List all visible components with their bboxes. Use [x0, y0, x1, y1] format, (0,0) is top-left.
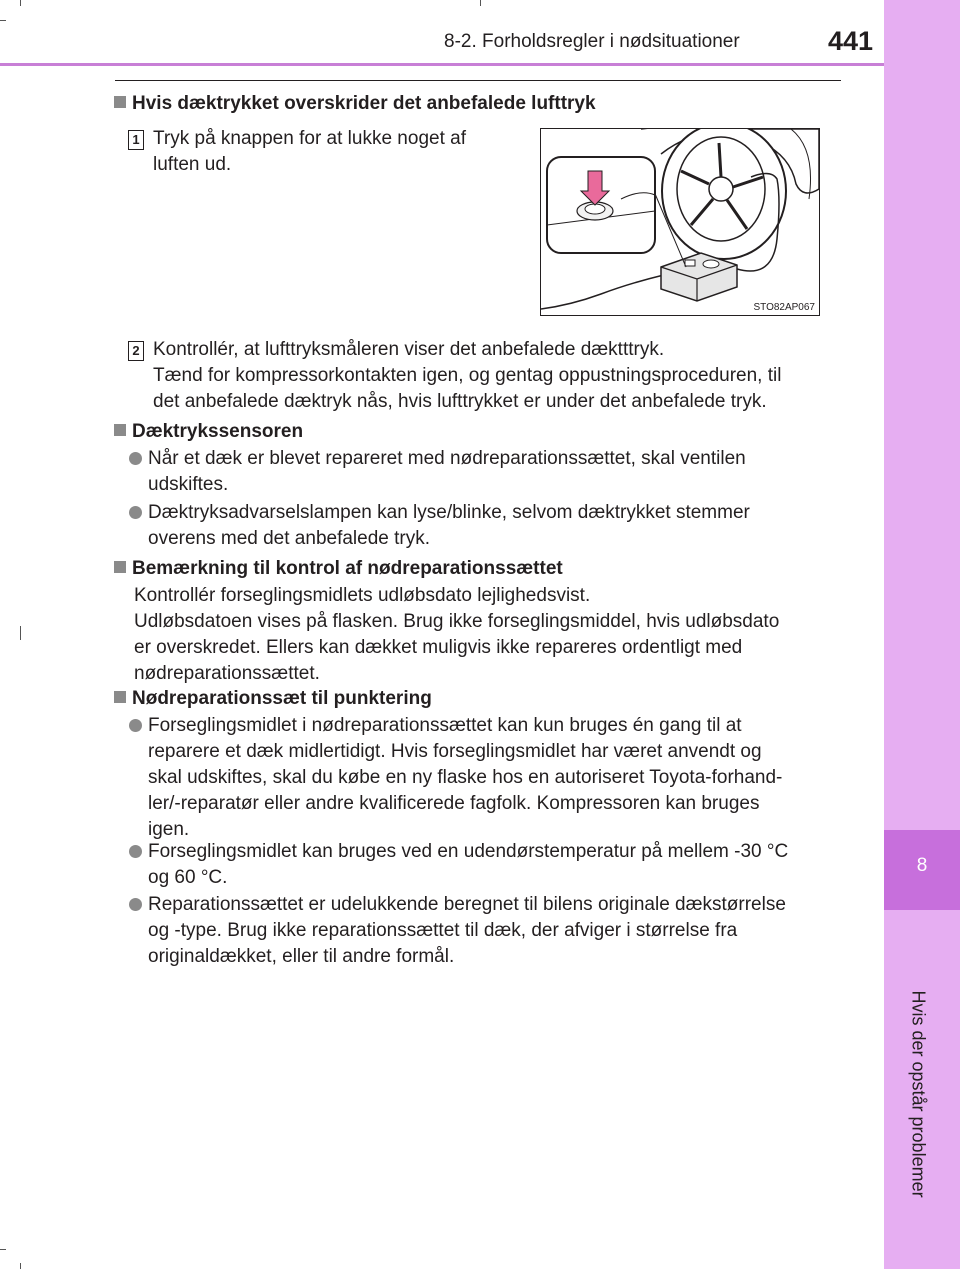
round-bullet-icon	[129, 898, 142, 911]
bullet-text-line: skal udskiftes, skal du købe en ny flaske hos en autoriseret Toyota-forhand-	[148, 767, 783, 788]
section-heading-pressure-sensor	[114, 421, 303, 443]
heading-text: Dæktrykssensoren	[132, 421, 304, 442]
figure-code: STO82AP067	[753, 302, 815, 313]
step-1-text-line: luften ud.	[153, 154, 232, 175]
step-number-2: 2	[128, 341, 144, 361]
section-title: 8-2. Forholdsregler i nødsituationer	[444, 31, 740, 52]
paragraph-text-line: nødreparationssættet.	[134, 663, 320, 684]
tire-compressor-image	[541, 129, 819, 315]
heading-text: Bemærkning til kontrol af nødreparationssættet	[132, 558, 563, 579]
bullet-text-line: og 60 °C.	[148, 867, 228, 888]
step-2-text-line: Tænd for kompressorkontakten igen, og gentag oppustningsproceduren, til	[153, 365, 782, 386]
square-bullet-icon	[114, 561, 126, 573]
crop-mark	[0, 20, 6, 21]
compressor-illustration	[540, 128, 820, 316]
bullet-text-line: udskiftes.	[148, 474, 229, 495]
chapter-number: 8	[916, 855, 928, 876]
paragraph-text-line: Udløbsdatoen vises på flasken. Brug ikke forseglingsmiddel, hvis udløbsdato	[134, 611, 780, 632]
bullet-text-line: Forseglingsmidlet i nødreparationssættet kan kun bruges én gang til at	[148, 715, 742, 736]
bullet-text-line: Forseglingsmidlet kan bruges ved en udendørstemperatur på mellem -30 °C	[148, 841, 789, 862]
section-heading-kit-check-note	[114, 558, 563, 580]
section-heading-tire-pressure-exceeds	[114, 93, 596, 115]
heading-text: Hvis dæktrykket overskrider det anbefalede lufttryk	[132, 93, 596, 114]
crop-mark	[20, 1263, 21, 1269]
round-bullet-icon	[129, 506, 142, 519]
step-number-1: 1	[128, 130, 144, 150]
step-2-text-line: Kontrollér, at lufttryksmåleren viser det anbefalede dæktttryk.	[153, 339, 665, 360]
bullet-text-line: Dæktryksadvarselslampen kan lyse/blinke, selvom dæktrykket stemmer	[148, 502, 750, 523]
step-2-text-line: det anbefalede dæktryk nås, hvis lufttrykket er under det anbefalede tryk.	[153, 391, 767, 412]
square-bullet-icon	[114, 691, 126, 703]
round-bullet-icon	[129, 845, 142, 858]
crop-mark	[20, 0, 21, 6]
bullet-text-line: ler/-reparatør eller andre kvalificerede fagfolk. Kompressoren kan bruges	[148, 793, 760, 814]
page-number: 441	[828, 26, 874, 56]
section-heading-puncture-kit	[114, 688, 432, 710]
header-divider	[0, 63, 884, 66]
square-bullet-icon	[114, 424, 126, 436]
crop-mark	[20, 626, 21, 640]
bullet-text-line: originaldækket, eller til andre formål.	[148, 946, 455, 967]
bullet-text-line: Reparationssættet er udelukkende beregnet til bilens originale dækstørrelse	[148, 894, 786, 915]
chapter-title	[908, 991, 929, 1091]
crop-mark	[0, 1249, 6, 1250]
paragraph-text-line: Kontrollér forseglingsmidlets udløbsdato lejlighedsvist.	[134, 585, 591, 606]
crop-mark	[480, 0, 481, 6]
round-bullet-icon	[129, 452, 142, 465]
step-1-text-line: Tryk på knappen for at lukke noget af	[153, 128, 466, 149]
content-divider	[115, 80, 841, 81]
bullet-text-line: og -type. Brug ikke reparationssættet til dæk, der afviger i størrelse fra	[148, 920, 738, 941]
bullet-text-line: igen.	[148, 819, 190, 840]
bullet-text-line: Når et dæk er blevet repareret med nødreparationssættet, skal ventilen	[148, 448, 746, 469]
heading-text: Nødreparationssæt til punktering	[132, 688, 432, 709]
bullet-text-line: reparere et dæk midlertidigt. Hvis forseglingsmidlet har været anvendt og	[148, 741, 762, 762]
square-bullet-icon	[114, 96, 126, 108]
round-bullet-icon	[129, 719, 142, 732]
bullet-text-line: overens med det anbefalede tryk.	[148, 528, 431, 549]
paragraph-text-line: er overskredet. Ellers kan dækket muligvis ikke repareres ordentligt med	[134, 637, 743, 658]
